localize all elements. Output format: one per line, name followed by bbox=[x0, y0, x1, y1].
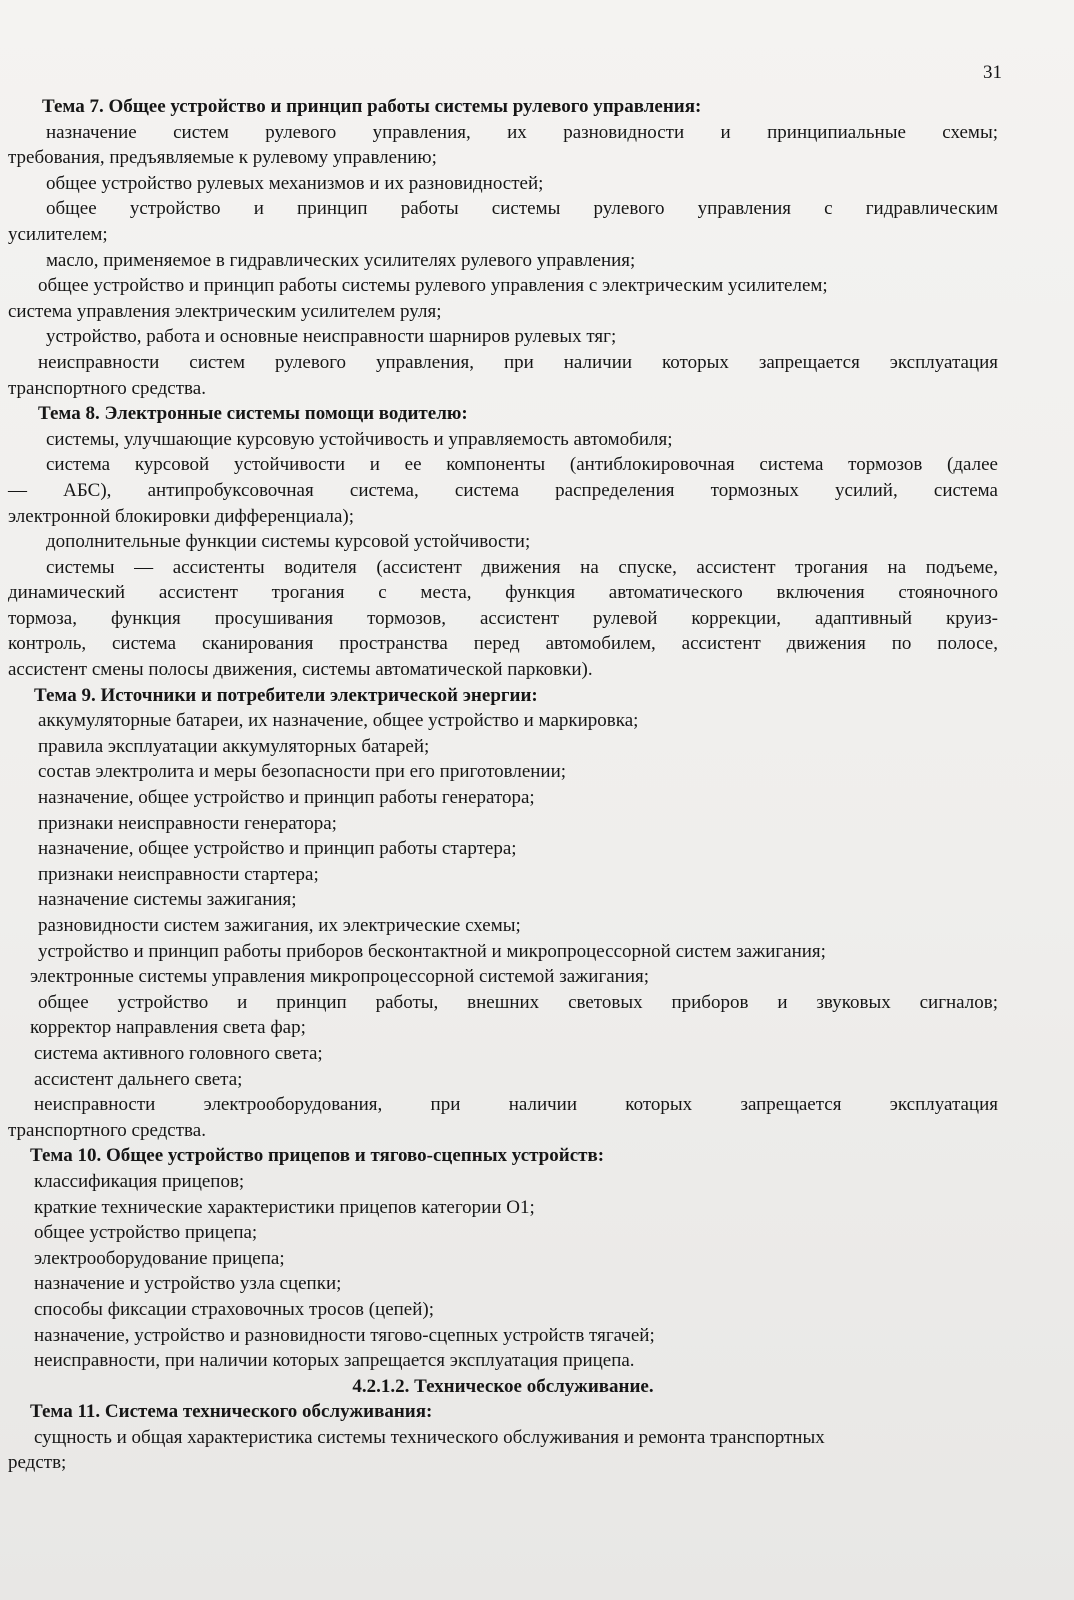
section-10-line: назначение, устройство и разновидности тягово-сцепных устройств тягачей; bbox=[34, 1324, 655, 1346]
section-9-line: правила эксплуатации аккумуляторных батарей; bbox=[38, 735, 430, 757]
section-9-line: устройство и принцип работы приборов бесконтактной и микропроцессорной систем зажигания; bbox=[38, 940, 826, 962]
section-9-line: назначение системы зажигания; bbox=[38, 889, 297, 911]
section-9-line: корректор направления света фар; bbox=[30, 1017, 306, 1039]
section-8-line: — АБС), антипробуксовочная система, система распределения тормозных усилий, система bbox=[8, 479, 998, 501]
section-7-line: неисправности систем рулевого управления, при наличии которых запрещается эксплуатация bbox=[38, 351, 998, 373]
section-10-title: Тема 10. Общее устройство прицепов и тягово-сцепных устройств: bbox=[30, 1145, 605, 1167]
section-9-line: ассистент дальнего света; bbox=[34, 1068, 243, 1090]
section-10-line: неисправности, при наличии которых запрещается эксплуатация прицепа. bbox=[34, 1350, 635, 1372]
section-9-line: состав электролита и меры безопасности при его приготовлении; bbox=[38, 761, 567, 783]
section-8-title: Тема 8. Электронные системы помощи водителю: bbox=[38, 403, 468, 425]
section-7-title: Тема 7. Общее устройство и принцип работы системы рулевого управления: bbox=[42, 96, 702, 117]
section-7-line: назначение систем рулевого управления, их разновидности и принципиальные схемы; bbox=[46, 121, 998, 143]
section-9-line: транспортного средства. bbox=[8, 1119, 206, 1141]
section-10-line: способы фиксации страховочных тросов (цепей); bbox=[34, 1298, 435, 1320]
section-8-line: электронной блокировки дифференциала); bbox=[8, 505, 355, 527]
section-7-line: общее устройство и принцип работы системы рулевого управления с гидравлическим bbox=[46, 198, 998, 220]
section-7-line: требования, предъявляемые к рулевому управлению; bbox=[8, 147, 437, 169]
section-9-line: признаки неисправности генератора; bbox=[38, 812, 337, 834]
section-7-line: транспортного средства. bbox=[8, 377, 206, 399]
section-8 bbox=[8, 401, 998, 683]
section-9-line: общее устройство и принцип работы, внешних световых приборов и звуковых сигналов; bbox=[38, 991, 998, 1013]
section-8-line: системы, улучшающие курсовую устойчивость и управляемость автомобиля; bbox=[46, 428, 673, 450]
section-9-line: назначение, общее устройство и принцип работы генератора; bbox=[38, 787, 535, 809]
section-8-line: дополнительные функции системы курсовой устойчивости; bbox=[46, 531, 531, 553]
section-11-line: редств; bbox=[8, 1452, 67, 1474]
section-9-line: разновидности систем зажигания, их электрические схемы; bbox=[38, 915, 521, 936]
section-10-line: общее устройство прицепа; bbox=[34, 1222, 258, 1244]
section-9-line: электронные системы управления микропроцессорной системой зажигания; bbox=[30, 966, 650, 988]
section-7-line: общее устройство и принцип работы системы рулевого управления с электрическим усилителем; bbox=[38, 275, 828, 297]
section-9-line: неисправности электрооборудования, при наличии которых запрещается эксплуатация bbox=[34, 1094, 998, 1116]
section-10-line: краткие технические характеристики прицепов категории O1; bbox=[34, 1196, 535, 1218]
section-7-line: общее устройство рулевых механизмов и их разновидностей; bbox=[46, 172, 544, 194]
section-7-line: система управления электрическим усилителем руля; bbox=[8, 300, 442, 322]
section-7 bbox=[8, 94, 998, 401]
section-11 bbox=[8, 1399, 998, 1476]
section-9-line: аккумуляторные батареи, их назначение, общее устройство и маркировка; bbox=[38, 710, 639, 732]
section-8-line: системы — ассистенты водителя (ассистент движения на спуске, ассистент трогания на подъеме, bbox=[46, 556, 998, 578]
section-8-line: динамический ассистент трогания с места, функция автоматического включения стояночного bbox=[8, 582, 998, 604]
section-10-line: классификация прицепов; bbox=[34, 1170, 245, 1192]
section-9 bbox=[8, 683, 998, 1144]
section-8-line: ассистент смены полосы движения, системы автоматической парковки). bbox=[8, 659, 593, 681]
section-7-line: масло, применяемое в гидравлических усилителях рулевого управления; bbox=[46, 249, 636, 271]
section-8-line: тормоза, функция просушивания тормозов, ассистент рулевой коррекции, адаптивный круиз- bbox=[8, 607, 998, 629]
page-number: 31 bbox=[983, 62, 1002, 83]
section-10-line: электрооборудование прицепа; bbox=[34, 1247, 285, 1269]
section-10-line: назначение и устройство узла сцепки; bbox=[34, 1273, 342, 1295]
section-9-line: назначение, общее устройство и принцип работы стартера; bbox=[38, 838, 517, 860]
section-7-line: усилителем; bbox=[8, 223, 108, 245]
section-8-line: контроль, система сканирования пространства перед автомобилем, ассистент движения по полосе, bbox=[8, 633, 998, 655]
section-11-line: сущность и общая характеристика системы технического обслуживания и ремонта транспортных bbox=[34, 1426, 825, 1448]
section-9-line: система активного головного света; bbox=[34, 1042, 323, 1064]
section-9-line: признаки неисправности стартера; bbox=[38, 863, 319, 885]
section-10 bbox=[8, 1143, 998, 1373]
subsection-heading: 4.2.1.2. Техническое обслуживание. bbox=[352, 1375, 654, 1397]
section-9-title: Тема 9. Источники и потребители электрической энергии: bbox=[34, 684, 538, 706]
section-11-title: Тема 11. Система технического обслуживания: bbox=[30, 1401, 433, 1423]
section-7-line: устройство, работа и основные неисправности шарниров рулевых тяг; bbox=[46, 326, 617, 348]
section-8-line: система курсовой устойчивости и ее компоненты (антиблокировочная система тормозов (далее bbox=[46, 454, 998, 476]
